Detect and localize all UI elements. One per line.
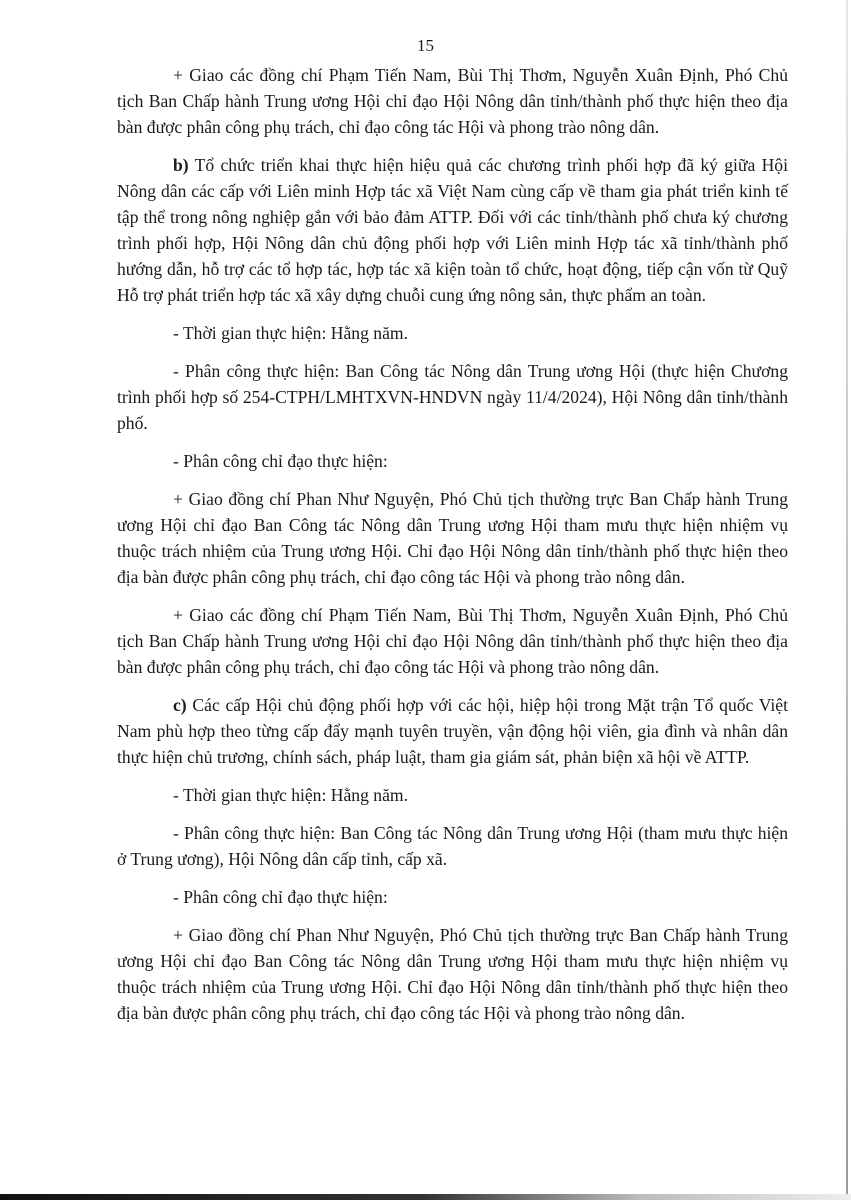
paragraph xyxy=(117,922,788,1026)
paragraph xyxy=(117,884,788,910)
paragraph xyxy=(117,602,788,680)
document-body xyxy=(117,62,788,1038)
page-number: 15 xyxy=(417,36,434,55)
paragraph-item-b xyxy=(117,152,788,308)
paragraph-text: Các cấp Hội chủ động phối hợp với các hội, hiệp hội trong Mặt trận Tổ quốc Việt Nam phù hợp theo từng cấp đẩy mạnh tuyên truyền, vận động hội viên, gia đình và nhân dân thực hiện chủ trương, chính sách, pháp luật, tham gia giám sát, phản biện xã hội về ATTP. xyxy=(117,695,788,767)
paragraph xyxy=(117,320,788,346)
scan-edge-bottom xyxy=(0,1194,851,1200)
paragraph-item-c xyxy=(117,692,788,770)
item-label: c) xyxy=(173,695,187,715)
paragraph-text: - Thời gian thực hiện: Hằng năm. xyxy=(173,785,408,805)
paragraph xyxy=(117,820,788,872)
paragraph xyxy=(117,448,788,474)
paragraph-text: - Thời gian thực hiện: Hằng năm. xyxy=(173,323,408,343)
paragraph-text: + Giao các đồng chí Phạm Tiến Nam, Bùi Thị Thơm, Nguyễn Xuân Định, Phó Chủ tịch Ban Chấp hành Trung ương Hội chỉ đạo Hội Nông dân tỉnh/thành phố thực hiện theo địa bàn được phân công phụ trách, chỉ đạo công tác Hội và phong trào nông dân. xyxy=(117,605,788,677)
scan-edge-right xyxy=(846,0,848,1200)
paragraph-text: - Phân công thực hiện: Ban Công tác Nông dân Trung ương Hội (tham mưu thực hiện ở Trung ương), Hội Nông dân cấp tỉnh, cấp xã. xyxy=(117,823,788,869)
paragraph-text: + Giao các đồng chí Phạm Tiến Nam, Bùi Thị Thơm, Nguyễn Xuân Định, Phó Chủ tịch Ban Chấp hành Trung ương Hội chỉ đạo Hội Nông dân tỉnh/thành phố thực hiện theo địa bàn được phân công phụ trách, chỉ đạo công tác Hội và phong trào nông dân. xyxy=(117,65,788,137)
paragraph-text: - Phân công chỉ đạo thực hiện: xyxy=(173,451,388,471)
paragraph xyxy=(117,358,788,436)
paragraph xyxy=(117,486,788,590)
paragraph-text: + Giao đồng chí Phan Như Nguyện, Phó Chủ tịch thường trực Ban Chấp hành Trung ương Hội chỉ đạo Ban Công tác Nông dân Trung ương Hội tham mưu thực hiện nhiệm vụ thuộc trách nhiệm của Trung ương Hội. Chỉ đạo Hội Nông dân tỉnh/thành phố thực hiện theo địa bàn được phân công phụ trách, chỉ đạo công tác Hội và phong trào nông dân. xyxy=(117,925,788,1023)
paragraph-text: - Phân công thực hiện: Ban Công tác Nông dân Trung ương Hội (thực hiện Chương trình phối hợp số 254-CTPH/LMHTXVN-HNDVN ngày 11/4/2024), Hội Nông dân tỉnh/thành phố. xyxy=(117,361,788,433)
paragraph-text: + Giao đồng chí Phan Như Nguyện, Phó Chủ tịch thường trực Ban Chấp hành Trung ương Hội chỉ đạo Ban Công tác Nông dân Trung ương Hội tham mưu thực hiện nhiệm vụ thuộc trách nhiệm của Trung ương Hội. Chỉ đạo Hội Nông dân tỉnh/thành phố thực hiện theo địa bàn được phân công phụ trách, chỉ đạo công tác Hội và phong trào nông dân. xyxy=(117,489,788,587)
item-label: b) xyxy=(173,155,189,175)
paragraph-text: Tổ chức triển khai thực hiện hiệu quả các chương trình phối hợp đã ký giữa Hội Nông dân các cấp với Liên minh Hợp tác xã Việt Nam cùng cấp về tham gia phát triển kinh tế tập thể trong nông nghiệp gắn với bảo đảm ATTP. Đối với các tỉnh/thành phố chưa ký chương trình phối hợp, Hội Nông dân chủ động phối hợp với Liên minh Hợp tác xã tỉnh/thành phố hướng dẫn, hỗ trợ các tổ hợp tác, hợp tác xã kiện toàn tổ chức, hoạt động, tiếp cận vốn từ Quỹ Hỗ trợ phát triển hợp tác xã xây dựng chuỗi cung ứng nông sản, thực phẩm an toàn. xyxy=(117,155,788,305)
paragraph xyxy=(117,62,788,140)
paragraph-text: - Phân công chỉ đạo thực hiện: xyxy=(173,887,388,907)
paragraph xyxy=(117,782,788,808)
